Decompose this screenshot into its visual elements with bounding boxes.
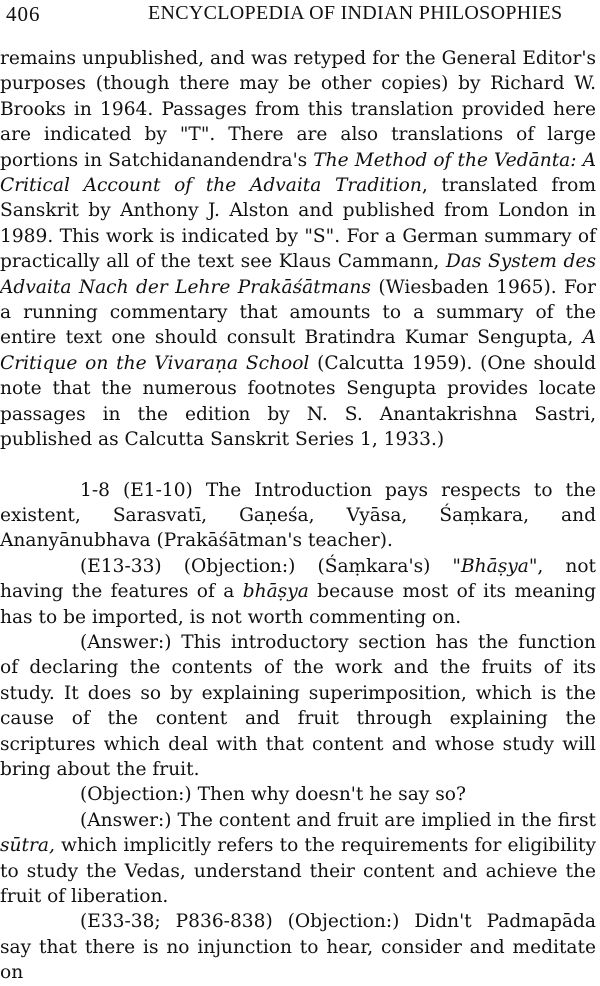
text-segment: (E13-33) (Objection:) (Śaṃkara's) ": [80, 555, 461, 577]
paragraph-answer: [0, 808, 596, 910]
text-segment: 1-8 (E1-10) The Introduction pays respects to the existent, Sarasvatī, Gaṇeśa, Vyāsa, Śaṃkara, and Ananyānubhava (Prakāśātman's teacher).: [0, 479, 596, 552]
text-segment: because most of its meaning has to be imported, is not worth commenting on.: [0, 581, 596, 628]
text-segment: (Calcutta 1959). (One should note that the numerous footnotes Sengupta provides locate passages in the edition by N. S. Anantakrishna Sastri, published as Calcutta Sanskrit Series 1, 1933.): [0, 352, 596, 451]
term: Bhāṣya: [461, 555, 529, 577]
text-segment: ", not having the features of a: [0, 555, 597, 603]
paragraph-objection: [0, 909, 596, 985]
text-segment: (Answer:) This introductory section has the function of declaring the contents of the work and the fruits of its study. It does so by explaining superimposition, which is the cause of the content and fruit through explaining the scriptures which deal with that content and whose study will bring about the fruit.: [0, 631, 596, 780]
text-segment: (E33-38; P836-838) (Objection:) Didn't Padmapāda say that there is no injunction to hear, consider and meditate on: [0, 911, 596, 984]
text-segment: (Answer:) The content and fruit are implied in the first: [80, 809, 596, 831]
paragraph-continuation: [0, 46, 596, 453]
page-number: 406: [6, 2, 41, 26]
term: sūtra,: [0, 835, 55, 857]
text-segment: (Wiesbaden 1965). For a running commentary that amounts to a summary of the entire text one should consult Bratindra Kumar Sengupta,: [0, 276, 596, 349]
book-title: A Critique on the Vivaraṇa School: [0, 327, 596, 374]
paragraph-objection: [0, 554, 596, 630]
running-title: ENCYCLOPEDIA OF INDIAN PHILOSOPHIES: [148, 2, 563, 24]
term: bhāṣya: [242, 581, 309, 603]
text-segment: , translated from Sanskrit by Anthony J. Alston and published from London in 1989. This work is indicated by "S". For a German summary of practically all of the text see Klaus Cammann,: [0, 175, 596, 273]
text-segment: remains unpublished, and was retyped for the General Editor's purposes (though there may be other copies) by Richard W. Brooks in 1964. Passages from this translation provided here are indicated by "T". There are also translations of large portions in Satchidanandendra's: [0, 48, 596, 171]
running-head: [0, 0, 600, 30]
text-segment: which implicitly refers to the requirements for eligibility to study the Vedas, understand their content and achieve the fruit of liberation.: [0, 835, 596, 907]
paragraph-objection: [0, 782, 596, 807]
body-text: [0, 46, 596, 986]
book-title: Das System des Advaita Nach der Lehre Prakāśātmans: [0, 251, 596, 298]
text-segment: (Objection:) Then why doesn't he say so?: [80, 784, 466, 806]
book-title: The Method of the Vedānta: A Critical Account of the Advaita Tradition: [0, 149, 596, 197]
paragraph-answer: [0, 630, 596, 782]
paragraph-introduction: [0, 478, 596, 554]
